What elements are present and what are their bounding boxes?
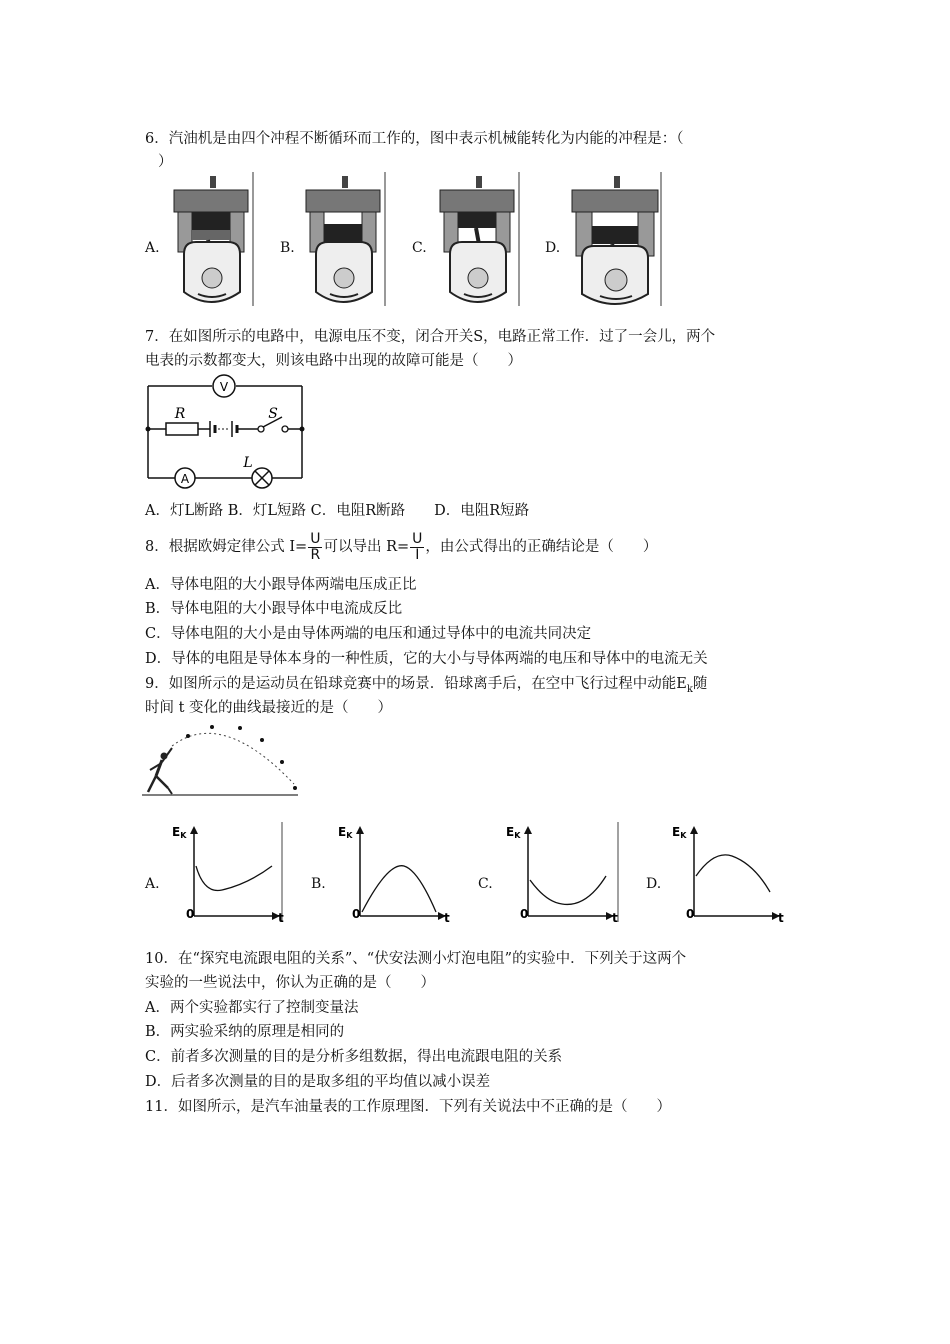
svg-text:0: 0 bbox=[520, 907, 529, 921]
kinetic-energy-subscript: k bbox=[686, 683, 693, 695]
shot-put-scene-image bbox=[142, 722, 302, 802]
q8-option-c: C．导体电阻的大小是由导体两端的电压和通过导体中的电流共同决定 bbox=[145, 626, 592, 642]
q6-option-a-label: A. bbox=[145, 240, 160, 256]
svg-text:EK: EK bbox=[506, 825, 521, 840]
q6-option-c-label: C. bbox=[412, 240, 427, 256]
q9-option-b-label: B. bbox=[311, 876, 326, 892]
svg-text:EK: EK bbox=[338, 825, 353, 840]
ek-graph-a bbox=[168, 822, 286, 924]
svg-text:EK: EK bbox=[672, 825, 687, 840]
ek-graph-d bbox=[668, 822, 786, 924]
q9-option-c-label: C. bbox=[478, 876, 493, 892]
fraction-denominator: I bbox=[415, 546, 420, 563]
resistor-label: R bbox=[174, 406, 186, 422]
q9-option-d-label: D. bbox=[646, 876, 662, 892]
svg-text:0: 0 bbox=[352, 907, 361, 921]
q9-stem-line1-end: 随 bbox=[692, 676, 708, 692]
q7-stem-line2: 电表的示数都变大，则该电路中出现的故障可能是（ ） bbox=[145, 353, 522, 369]
q10-option-b: B．两实验采纳的原理是相同的 bbox=[145, 1024, 345, 1040]
q6-option-b-label: B. bbox=[280, 240, 295, 256]
q7-stem-line1: 7．在如图所示的电路中，电源电压不变，闭合开关S，电路正常工作．过了一会儿，两个 bbox=[145, 329, 716, 345]
q8-stem bbox=[145, 530, 657, 564]
q8-option-a: A．导体电阻的大小跟导体两端电压成正比 bbox=[145, 577, 417, 593]
engine-stroke-a-image bbox=[168, 172, 258, 306]
engine-stroke-d-image bbox=[566, 172, 666, 306]
q8-stem-post: ，由公式得出的正确结论是（ ） bbox=[425, 539, 658, 555]
fraction-numerator: U bbox=[412, 530, 423, 547]
q11-stem-line1: 11．如图所示，是汽车油量表的工作原理图．下列有关说法中不正确的是（ ） bbox=[145, 1099, 671, 1115]
svg-text:t: t bbox=[778, 911, 784, 925]
fraction-denominator: R bbox=[310, 546, 321, 563]
q9-stem-line1-text: 9．如图所示的是运动员在铅球竞赛中的场景．铅球离手后，在空中飞行过程中动能E bbox=[145, 676, 687, 692]
fraction-numerator: U bbox=[310, 530, 321, 547]
q8-option-b: B．导体电阻的大小跟导体中电流成反比 bbox=[145, 601, 403, 617]
ammeter-label: A bbox=[180, 472, 190, 486]
q8-stem-pre: 8．根据欧姆定律公式 I= bbox=[145, 539, 308, 555]
svg-text:0: 0 bbox=[686, 907, 695, 921]
circuit-diagram bbox=[140, 376, 310, 491]
ek-graph-c bbox=[502, 822, 620, 924]
switch-label: S bbox=[268, 406, 278, 422]
svg-text:0: 0 bbox=[186, 907, 195, 921]
q10-option-a: A．两个实验都实行了控制变量法 bbox=[145, 1000, 359, 1016]
resistance-fraction bbox=[410, 532, 424, 563]
q8-option-d: D．导体的电阻是导体本身的一种性质，它的大小与导体两端的电压和导体中的电流无关 bbox=[145, 651, 708, 667]
voltmeter-label: V bbox=[219, 380, 229, 394]
svg-text:t: t bbox=[444, 911, 450, 925]
lamp-label: L bbox=[243, 455, 253, 471]
q7-answer-options: A．灯L断路 B．灯L短路 C．电阻R断路 D．电阻R短路 bbox=[145, 503, 530, 519]
ek-graph-b bbox=[334, 822, 452, 924]
engine-stroke-c-image bbox=[434, 172, 524, 306]
q10-stem-line1: 10．在“探究电流跟电阻的关系”、“伏安法测小灯泡电阻”的实验中．下列关于这两个 bbox=[145, 951, 687, 967]
q9-stem-line2: 时间 t 变化的曲线最接近的是（ ） bbox=[145, 700, 393, 716]
q6-option-d-label: D. bbox=[545, 240, 561, 256]
q10-option-c: C．前者多次测量的目的是分析多组数据，得出电流跟电阻的关系 bbox=[145, 1049, 563, 1065]
ohm-law-fraction bbox=[308, 532, 322, 563]
q10-option-d: D．后者多次测量的目的是取多组的平均值以减小误差 bbox=[145, 1074, 491, 1090]
svg-text:EK: EK bbox=[172, 825, 187, 840]
q6-stem-line2: ） bbox=[158, 154, 173, 170]
q10-stem-line2: 实验的一些说法中，你认为正确的是（ ） bbox=[145, 975, 435, 991]
svg-text:t: t bbox=[278, 911, 284, 925]
q9-option-a-label: A. bbox=[145, 876, 160, 892]
q8-stem-mid: 可以导出 R= bbox=[323, 539, 410, 555]
svg-text:t: t bbox=[612, 911, 618, 925]
engine-stroke-b-image bbox=[300, 172, 390, 306]
q6-stem-line1: 6．汽油机是由四个冲程不断循环而工作的，图中表示机械能转化为内能的冲程是：（ bbox=[145, 131, 684, 147]
